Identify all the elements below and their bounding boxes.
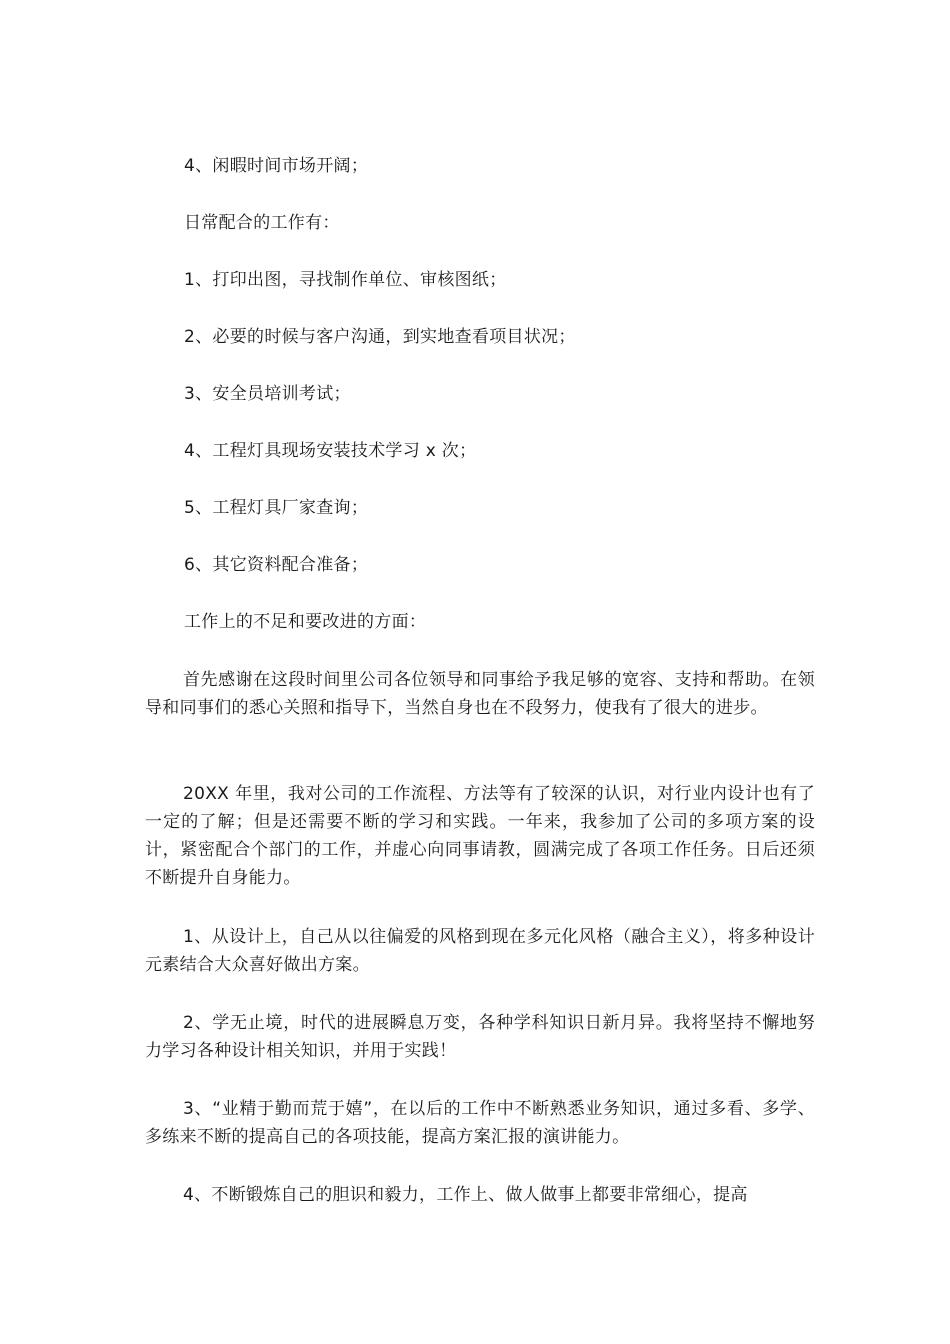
section-heading-improvements: 工作上的不足和要改进的方面： [184,612,427,632]
list-item-lighting-vendor-query: 5、工程灯具厂家查询； [184,498,369,518]
paragraph-thanks: 首先感谢在这段时间里公司各位领导和同事给予我足够的宽容、支持和帮助。在领导和同事们的悉心关照和指导下，当然自身也在不段努力，使我有了很大的进步。 [145,670,815,718]
list-item-safety-training: 3、安全员培训考试； [184,384,351,404]
paragraph-improvement-skills: 3、“业精于勤而荒于嬉”，在以后的工作中不断熟悉业务知识，通过多看、多学、多练来不断的提高自己的各项技能，提高方案汇报的演讲能力。 [145,1099,815,1147]
list-item-materials-preparation: 6、其它资料配合准备； [184,555,369,575]
paragraph-improvement-learning: 2、学无止境，时代的进展瞬息万变，各种学科知识日新月异。我将坚持不懈地努力学习各种设计相关知识，并用于实践！ [145,1013,815,1061]
list-item-lighting-install-study: 4、工程灯具现场安装技术学习 x 次； [184,441,477,461]
list-item-print-drawings: 1、打印出图，寻找制作单位、审核图纸； [184,270,507,290]
paragraph-improvement-courage: 4、不断锻炼自己的胆识和毅力，工作上、做人做事上都要非常细心，提高 [183,1185,748,1205]
paragraph-improvement-design: 1、从设计上，自己从以往偏爱的风格到现在多元化风格（融合主义），将多种设计元素结合大众喜好做出方案。 [145,927,815,975]
list-item-client-communication: 2、必要的时候与客户沟通，到实地查看项目状况； [184,327,576,347]
list-item-leisure-market: 4、闲暇时间市场开阔； [184,156,369,176]
paragraph-year-review: 20XX 年里，我对公司的工作流程、方法等有了较深的认识，对行业内设计也有了一定的了解；但是还需要不断的学习和实践。一年来，我参加了公司的多项方案的设计，紧密配合个部门的工作，并虚心向同事请教，圆满完成了各项工作任务。日后还须不断提升自身能力。 [145,784,815,888]
section-heading-daily-work: 日常配合的工作有： [184,213,340,233]
